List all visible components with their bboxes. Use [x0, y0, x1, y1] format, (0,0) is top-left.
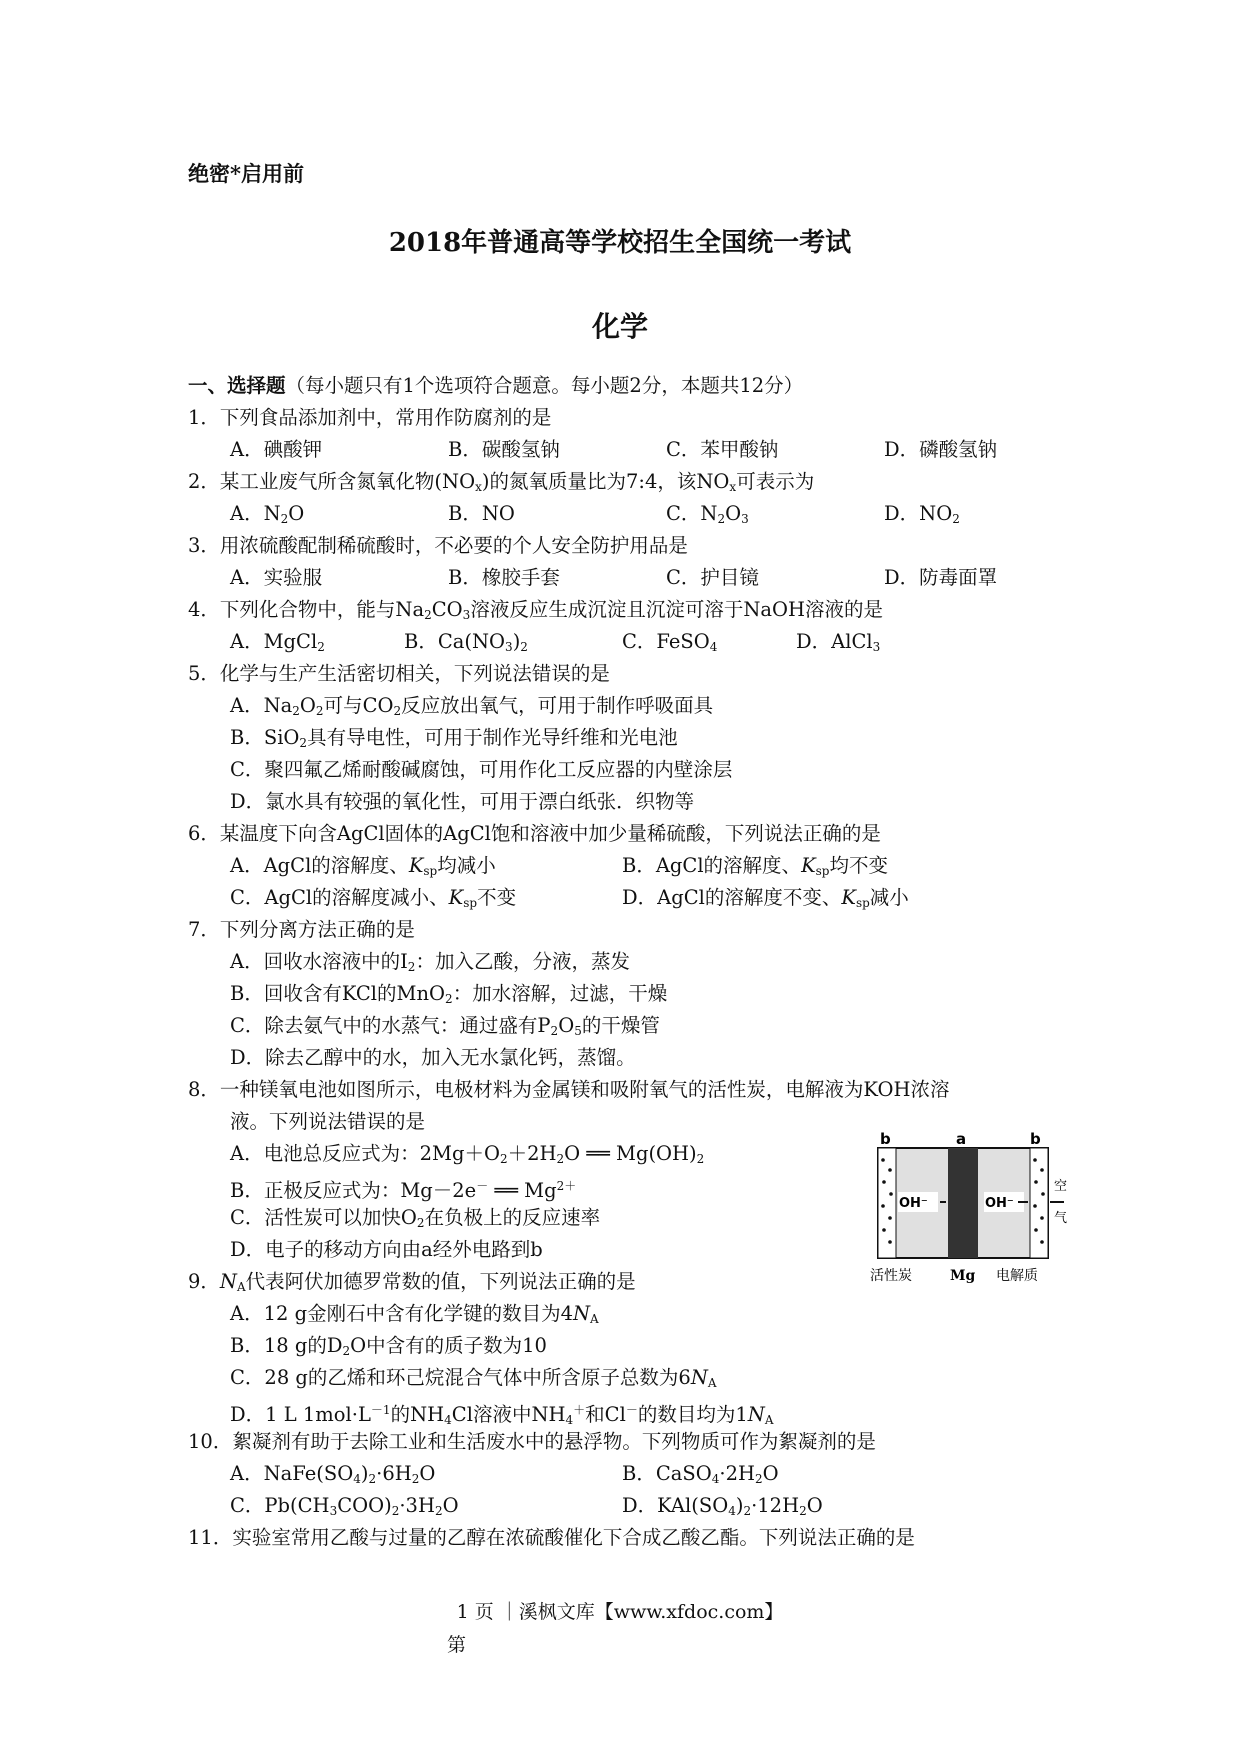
q8-option-c: C．活性炭可以加快$O_2$在负极上的反应速率	[230, 1206, 601, 1230]
q5-option-c: C．聚四氟乙烯耐酸碱腐蚀，可用作化工反应器的内壁涂层	[230, 758, 733, 781]
q7-stem: 7．下列分离方法正确的是	[188, 918, 415, 941]
q8-option-b: B．正极反应式为：Mg－2e－ ══ $Mg^{2+}$	[230, 1179, 577, 1202]
q9-option-b: B．18 g的$D_2O$中含有的质子数为10	[230, 1334, 547, 1358]
q7-option-c: C．除去氨气中的水蒸气：通过盛有$P_2O_5$的干燥管	[230, 1014, 660, 1038]
air-label-2: 气	[1054, 1211, 1068, 1226]
q10-option-a: A．$NaFe(SO_4)_2\cdot 6H_2O$	[230, 1462, 436, 1486]
q9-option-a: A．12 g金刚石中含有化学键的数目为$4N_A$	[230, 1302, 599, 1326]
figure-label-b-left: b	[880, 1130, 891, 1148]
q7-option-a: A．回收水溶液中的$I_2$：加入乙酸，分液，蒸发	[230, 950, 630, 974]
q3-option-d: D．防毒面罩	[884, 566, 998, 589]
oh-ion-left: OH⁻	[899, 1196, 928, 1211]
section-label: 一、选择题	[188, 374, 286, 397]
section-note: （每小题只有1个选项符合题意。每小题2分，本题共12分）	[285, 374, 804, 397]
figure-label-b-right: b	[1030, 1130, 1041, 1148]
mg-electrode	[948, 1148, 978, 1258]
q6-stem: 6．某温度下向含AgCl固体的AgCl饱和溶液中加少量稀硫酸，下列说法正确的是	[188, 822, 881, 845]
carbon-electrode-left	[878, 1148, 896, 1258]
q10-stem: 10．絮凝剂有助于去除工业和生活废水中的悬浮物。下列物质可作为絮凝剂的是	[188, 1430, 876, 1453]
q3-option-b: B．橡胶手套	[448, 566, 560, 589]
q5-option-a: A．$Na_2O_2$可与$CO_2$反应放出氧气，可用于制作呼吸面具	[230, 694, 714, 718]
q6-option-c: C．AgCl的溶解度减小、$K_{sp}$不变	[230, 886, 517, 910]
q10-option-d: D．$KAl(SO_4)_2\cdot 12H_2O$	[622, 1494, 823, 1518]
q4-option-a: A．MgCl$_2$	[230, 630, 325, 654]
label-electrolyte: 电解质	[996, 1268, 1038, 1284]
q4-stem: 4．下列化合物中，能与$Na_2CO_3$溶液反应生成沉淀且沉淀可溶于NaOH溶液的是	[188, 598, 883, 622]
q6-option-d: D．AgCl的溶解度不变、$K_{sp}$减小	[622, 886, 909, 910]
label-activated-carbon: 活性炭	[870, 1268, 912, 1284]
figure-label-a: a	[956, 1130, 967, 1148]
q2-option-c: C．$N_2O_3$	[666, 502, 749, 526]
q8-stem-line1: 8．一种镁氧电池如图所示，电极材料为金属镁和吸附氧气的活性炭，电解液为KOH浓溶	[188, 1078, 950, 1101]
page-footer: 1 页 ｜溪枫文库【www.xfdoc.com】	[456, 1601, 784, 1623]
q3-stem: 3．用浓硫酸配制稀硫酸时，不必要的个人安全防护用品是	[188, 534, 688, 557]
q5-stem: 5．化学与生产生活密切相关，下列说法错误的是	[188, 662, 610, 685]
q4-option-d: D．AlCl$_3$	[796, 630, 881, 654]
q8-stem-line2: 液。下列说法错误的是	[230, 1110, 426, 1133]
air-label-1: 空	[1054, 1179, 1068, 1194]
q7-option-b: B．回收含有KCl的MnO$_2$：加水溶解，过滤，干燥	[230, 982, 668, 1006]
q4-option-c: C．FeSO$_4$	[622, 630, 718, 654]
exam-title: 2018年普通高等学校招生全国统一考试	[388, 228, 852, 258]
q6-option-b: B．AgCl的溶解度、$K_{sp}$均不变	[622, 854, 888, 878]
q9-option-d: D．1 L $1mol\cdot L^{-1}$的$NH_4Cl$溶液中$NH_4^+$和Cl－的数目均为$1N_A$	[230, 1403, 774, 1427]
q10-option-c: C．$Pb(CH_3COO)_2\cdot 3H_2O$	[230, 1494, 459, 1518]
q8-option-a: A．电池总反应式为：$2Mg+O_2+2H_2O$ ══ $Mg(OH)_2$	[230, 1142, 705, 1166]
q2-option-a: A．$N_2O$	[230, 502, 305, 526]
q5-option-d: D．氯水具有较强的氧化性，可用于漂白纸张．织物等	[230, 790, 695, 813]
q8-option-d: D．电子的移动方向由a经外电路到b	[230, 1238, 543, 1261]
section-heading	[188, 372, 803, 400]
mg-oxygen-battery-figure	[868, 1130, 1068, 1290]
q3-option-c: C．护目镜	[666, 566, 759, 589]
q1-option-b: B．碳酸氢钠	[448, 438, 560, 461]
q4-option-b: B．$Ca(NO_3)_2$	[404, 630, 528, 654]
q10-option-b: B．$CaSO_4\cdot 2H_2O$	[622, 1462, 779, 1486]
label-mg: Mg	[950, 1268, 976, 1284]
q3-option-a: A．实验服	[230, 566, 323, 589]
q1-option-d: D．磷酸氢钠	[884, 438, 998, 461]
q2-stem: 2．某工业废气所含氮氧化物$(NO_x)$的氮氧质量比为7:4，该$NO_x$可表示为	[188, 470, 815, 494]
q9-option-c: C．28 g的乙烯和环己烷混合气体中所含原子总数为$6N_A$	[230, 1366, 717, 1390]
q1-option-a: A．碘酸钾	[230, 438, 323, 461]
q2-option-d: D．$NO_2$	[884, 502, 960, 526]
oh-ion-right: OH⁻	[985, 1196, 1014, 1211]
carbon-electrode-right	[1030, 1148, 1048, 1258]
q1-stem: 1．下列食品添加剂中，常用作防腐剂的是	[188, 406, 552, 429]
page-footer-prefix: 第	[447, 1634, 467, 1656]
confidential-mark: 绝密*启用前	[188, 161, 304, 186]
q2-option-b: B．NO	[448, 502, 515, 525]
q11-stem: 11．实验室常用乙酸与过量的乙醇在浓硫酸催化下合成乙酸乙酯。下列说法正确的是	[188, 1526, 915, 1549]
q7-option-d: D．除去乙醇中的水，加入无水氯化钙，蒸馏。	[230, 1046, 636, 1069]
q9-stem: 9．$N_A$代表阿伏加德罗常数的值，下列说法正确的是	[188, 1270, 636, 1294]
q5-option-b: B．SiO$_2$具有导电性，可用于制作光导纤维和光电池	[230, 726, 678, 750]
q6-option-a: A．AgCl的溶解度、$K_{sp}$均减小	[230, 854, 496, 878]
q1-option-c: C．苯甲酸钠	[666, 438, 779, 461]
subject-title: 化学	[591, 310, 648, 343]
